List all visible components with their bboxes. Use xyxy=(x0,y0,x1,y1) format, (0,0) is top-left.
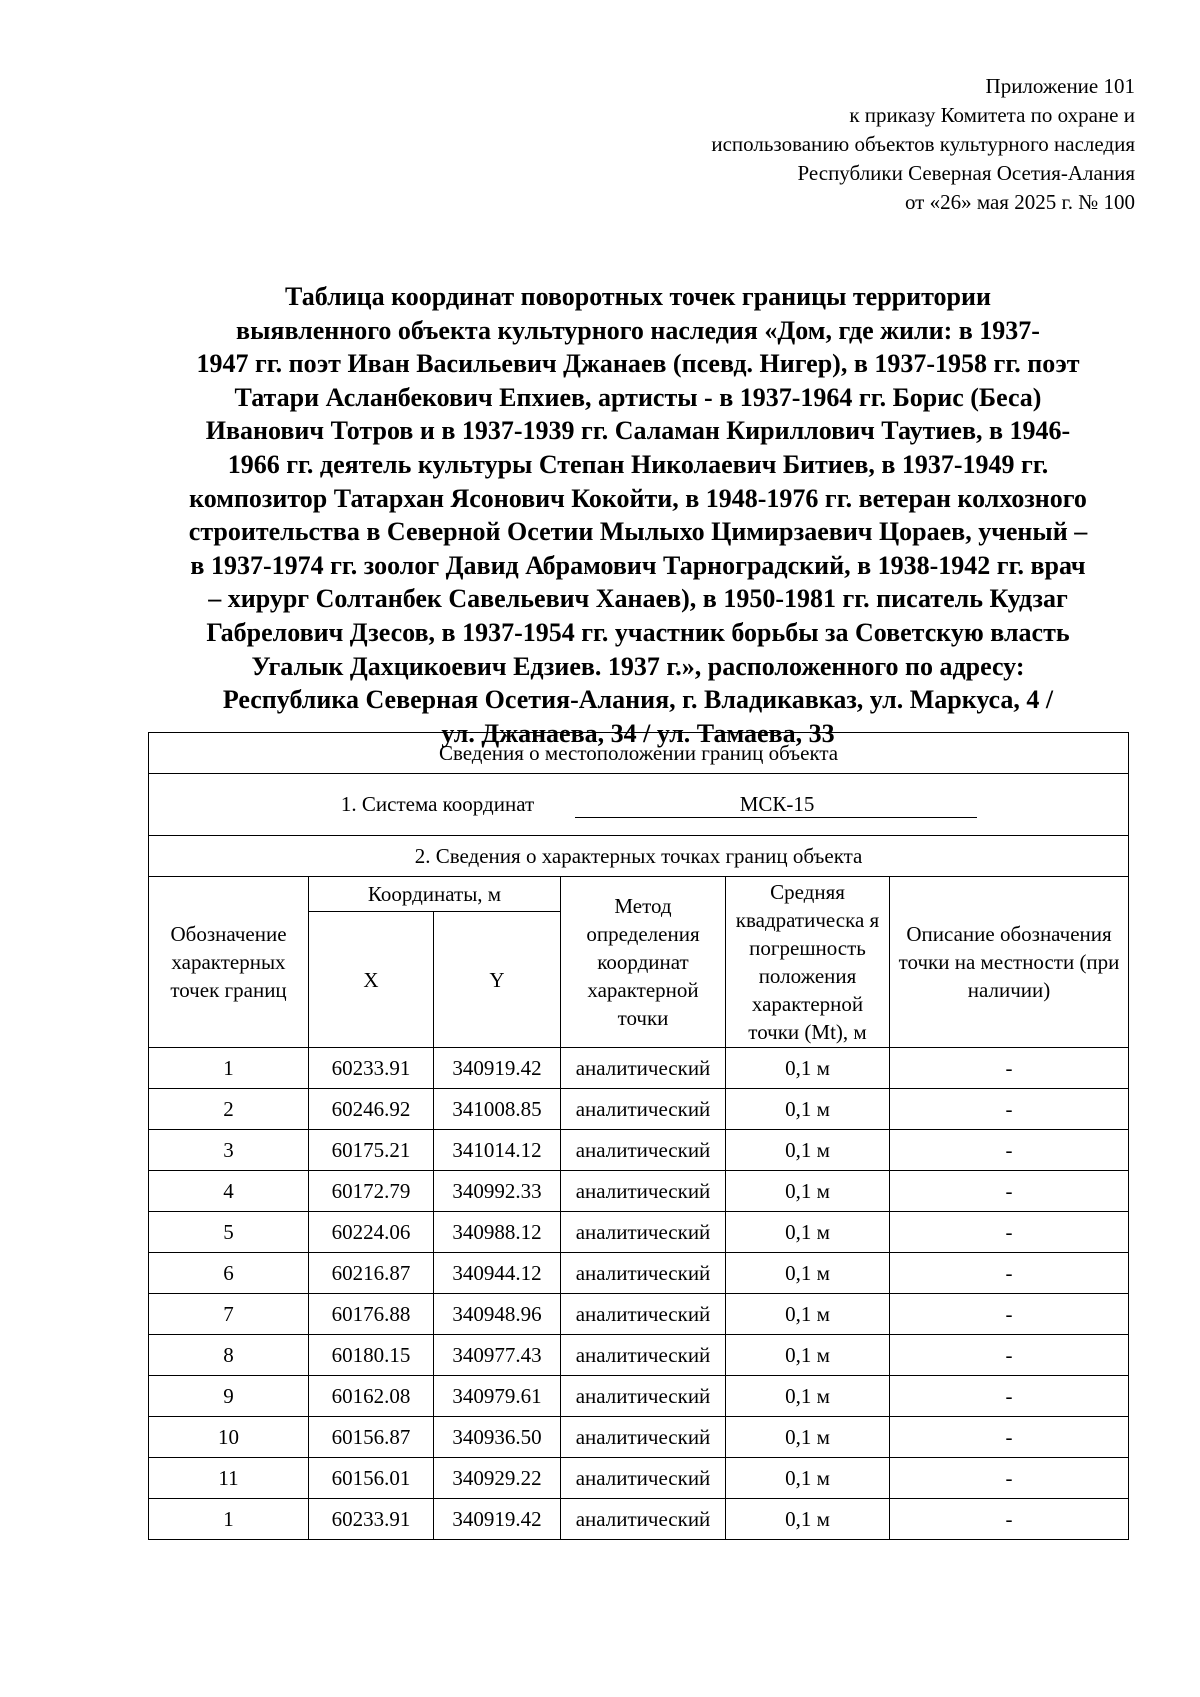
table-row xyxy=(149,1417,1129,1458)
table-row xyxy=(149,1171,1129,1212)
cell-y: 340919.42 xyxy=(434,1048,561,1089)
table-row xyxy=(149,1048,1129,1089)
cell-error: 0,1 м xyxy=(726,1499,890,1540)
points-section-label: 2. Сведения о характерных точках границ объекта xyxy=(149,836,1129,877)
coordinate-system-value: МСК-15 xyxy=(575,792,977,818)
cell-y: 341008.85 xyxy=(434,1089,561,1130)
cell-point-number: 2 xyxy=(149,1089,309,1130)
table-row xyxy=(149,1376,1129,1417)
document-title xyxy=(148,280,1128,750)
header-point: Обозначение характерных точек границ xyxy=(149,877,309,1048)
cell-method: аналитический xyxy=(561,1335,726,1376)
title-line: выявленного объекта культурного наследия «Дом, где жили: в 1937- xyxy=(236,315,1040,345)
table-row xyxy=(149,1212,1129,1253)
cell-method: аналитический xyxy=(561,1171,726,1212)
title-line: Таблица координат поворотных точек границы территории xyxy=(285,282,991,311)
appendix-line: Республики Северная Осетия-Алания xyxy=(797,161,1135,185)
cell-point-number: 6 xyxy=(149,1253,309,1294)
cell-method: аналитический xyxy=(561,1048,726,1089)
cell-description: - xyxy=(890,1089,1129,1130)
appendix-line: от «26» мая 2025 г. № 100 xyxy=(904,190,1135,214)
cell-point-number: 5 xyxy=(149,1212,309,1253)
cell-method: аналитический xyxy=(561,1376,726,1417)
cell-error: 0,1 м xyxy=(726,1253,890,1294)
header-description: Описание обозначения точки на местности (при наличии) xyxy=(890,877,1129,1048)
cell-y: 340929.22 xyxy=(434,1458,561,1499)
cell-y: 340948.96 xyxy=(434,1294,561,1335)
title-line: Республика Северная Осетия-Алания, г. Владикавказ, ул. Маркуса, 4 / xyxy=(222,685,1054,715)
coordinate-system-label: 1. Система координат xyxy=(340,791,535,816)
cell-description: - xyxy=(890,1417,1129,1458)
cell-y: 340979.61 xyxy=(434,1376,561,1417)
title-line: Иванович Тотров и в 1937-1939 гг. Саламан Кириллович Таутиев, в 1946- xyxy=(205,416,1071,446)
cell-y: 340988.12 xyxy=(434,1212,561,1253)
cell-x: 60180.15 xyxy=(309,1335,434,1376)
cell-method: аналитический xyxy=(561,1089,726,1130)
cell-point-number: 8 xyxy=(149,1335,309,1376)
coordinate-system-cell xyxy=(149,774,1129,836)
coordinates-table xyxy=(148,732,1129,1540)
header-x: X xyxy=(309,912,434,1048)
title-line: в 1937-1974 гг. зоолог Давид Абрамович Тарноградский, в 1938-1942 гг. врач xyxy=(190,550,1086,580)
table-row xyxy=(149,1253,1129,1294)
cell-description: - xyxy=(890,1171,1129,1212)
coordinate-system-row xyxy=(149,774,1129,836)
cell-method: аналитический xyxy=(561,1253,726,1294)
cell-error: 0,1 м xyxy=(726,1171,890,1212)
cell-error: 0,1 м xyxy=(726,1212,890,1253)
cell-point-number: 9 xyxy=(149,1376,309,1417)
cell-method: аналитический xyxy=(561,1458,726,1499)
cell-y: 340992.33 xyxy=(434,1171,561,1212)
header-error: Средняя квадратическа я погрешность положения характерной точки (Mt), м xyxy=(726,877,890,1048)
title-line: строительства в Северной Осетии Мылыхо Цимирзаевич Цораев, ученый – xyxy=(188,517,1088,547)
cell-method: аналитический xyxy=(561,1212,726,1253)
cell-error: 0,1 м xyxy=(726,1048,890,1089)
table-caption: Сведения о местоположении границ объекта xyxy=(149,733,1129,774)
cell-x: 60175.21 xyxy=(309,1130,434,1171)
table-row xyxy=(149,1089,1129,1130)
title-line: Татари Асланбекович Епхиев, артисты - в 1937-1964 гг. Борис (Беса) xyxy=(234,382,1042,412)
cell-description: - xyxy=(890,1294,1129,1335)
cell-x: 60216.87 xyxy=(309,1253,434,1294)
cell-point-number: 4 xyxy=(149,1171,309,1212)
cell-description: - xyxy=(890,1499,1129,1540)
cell-y: 340919.42 xyxy=(434,1499,561,1540)
cell-description: - xyxy=(890,1048,1129,1089)
cell-description: - xyxy=(890,1458,1129,1499)
table-row xyxy=(149,1335,1129,1376)
cell-method: аналитический xyxy=(561,1499,726,1540)
cell-method: аналитический xyxy=(561,1130,726,1171)
cell-error: 0,1 м xyxy=(726,1335,890,1376)
cell-point-number: 10 xyxy=(149,1417,309,1458)
appendix-line: использованию объектов культурного наследия xyxy=(711,132,1135,156)
cell-error: 0,1 м xyxy=(726,1376,890,1417)
table-row xyxy=(149,1458,1129,1499)
cell-x: 60156.01 xyxy=(309,1458,434,1499)
cell-description: - xyxy=(890,1212,1129,1253)
cell-point-number: 3 xyxy=(149,1130,309,1171)
title-line: 1947 гг. поэт Иван Васильевич Джанаев (псевд. Нигер), в 1937-1958 гг. поэт xyxy=(196,349,1080,379)
cell-error: 0,1 м xyxy=(726,1294,890,1335)
cell-x: 60233.91 xyxy=(309,1499,434,1540)
cell-description: - xyxy=(890,1253,1129,1294)
cell-point-number: 7 xyxy=(149,1294,309,1335)
cell-point-number: 1 xyxy=(149,1499,309,1540)
cell-x: 60233.91 xyxy=(309,1048,434,1089)
cell-error: 0,1 м xyxy=(726,1130,890,1171)
cell-error: 0,1 м xyxy=(726,1458,890,1499)
appendix-header xyxy=(711,72,1135,217)
table-caption-row xyxy=(149,733,1129,774)
appendix-line: Приложение 101 xyxy=(985,74,1135,98)
header-coords: Координаты, м xyxy=(309,877,561,912)
appendix-line: к приказу Комитета по охране и xyxy=(849,103,1135,127)
cell-description: - xyxy=(890,1335,1129,1376)
cell-y: 340936.50 xyxy=(434,1417,561,1458)
cell-point-number: 1 xyxy=(149,1048,309,1089)
title-line: 1966 гг. деятель культуры Степан Николаевич Битиев, в 1937-1949 гг. xyxy=(227,449,1049,479)
points-section-row xyxy=(149,836,1129,877)
cell-y: 340944.12 xyxy=(434,1253,561,1294)
title-line: – хирург Солтанбек Савельевич Ханаев), в 1950-1981 гг. писатель Кудзаг xyxy=(208,584,1068,614)
cell-error: 0,1 м xyxy=(726,1417,890,1458)
table-row xyxy=(149,1499,1129,1540)
cell-method: аналитический xyxy=(561,1417,726,1458)
header-method: Метод определения координат характерной точки xyxy=(561,877,726,1048)
cell-point-number: 11 xyxy=(149,1458,309,1499)
cell-description: - xyxy=(890,1130,1129,1171)
cell-x: 60172.79 xyxy=(309,1171,434,1212)
cell-x: 60176.88 xyxy=(309,1294,434,1335)
title-line: ул. Джанаева, 34 / ул. Тамаева, 33 xyxy=(441,718,835,748)
cell-x: 60224.06 xyxy=(309,1212,434,1253)
title-line: Габрелович Дзесов, в 1937-1954 гг. участник борьбы за Советскую власть xyxy=(206,617,1070,647)
cell-x: 60162.08 xyxy=(309,1376,434,1417)
title-line: Угалык Дахцикоевич Едзиев. 1937 г.», расположенного по адресу: xyxy=(251,651,1025,681)
table-row xyxy=(149,1294,1129,1335)
cell-error: 0,1 м xyxy=(726,1089,890,1130)
cell-x: 60246.92 xyxy=(309,1089,434,1130)
cell-y: 341014.12 xyxy=(434,1130,561,1171)
cell-x: 60156.87 xyxy=(309,1417,434,1458)
table-row xyxy=(149,1130,1129,1171)
header-y: Y xyxy=(434,912,561,1048)
title-line: композитор Татархан Ясонович Кокойти, в 1948-1976 гг. ветеран колхозного xyxy=(189,483,1087,513)
cell-y: 340977.43 xyxy=(434,1335,561,1376)
table-header-row xyxy=(149,877,1129,912)
cell-description: - xyxy=(890,1376,1129,1417)
cell-method: аналитический xyxy=(561,1294,726,1335)
